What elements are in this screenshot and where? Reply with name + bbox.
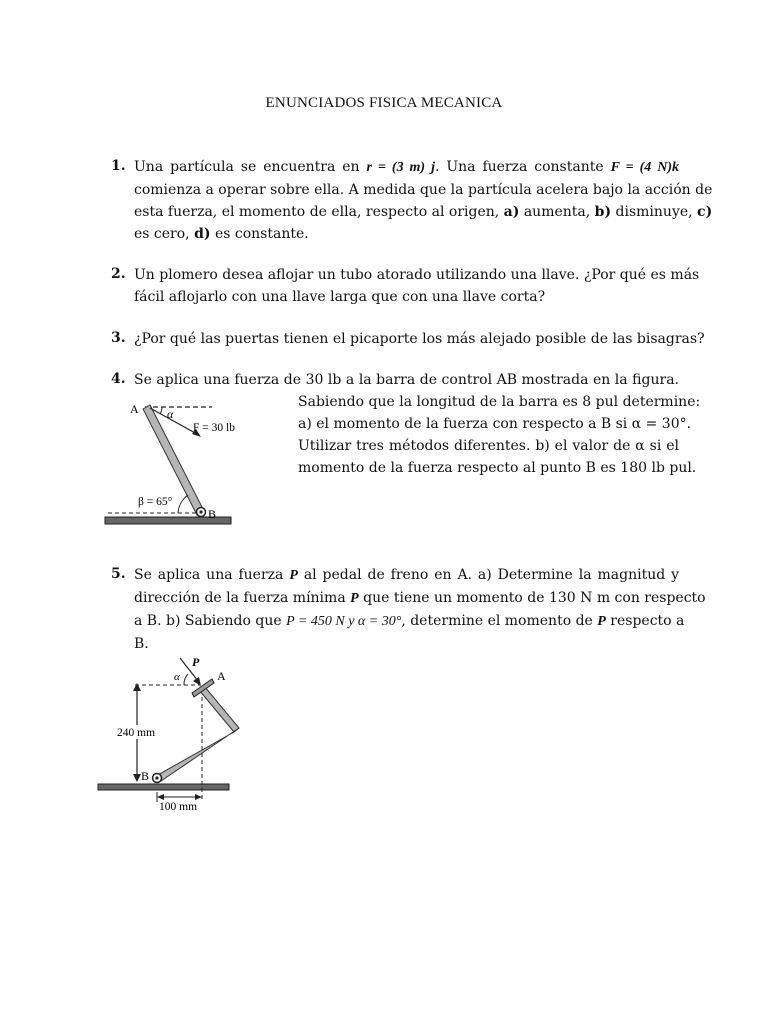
q5-line-3-part-a: a B. b) Sabiendo que: [134, 613, 282, 629]
q4-line-3: a) el momento de la fuerza con respecto a B si α = 30°.: [298, 416, 692, 432]
q5-line-1-part-a: Se aplica una fuerza: [134, 567, 284, 583]
q4-label-b: B: [208, 507, 217, 521]
q1-line-1-part-b: . Una fuerza constante: [434, 159, 604, 175]
q4-label-force: F = 30 lb: [193, 422, 235, 434]
q1-position-vector: r = (3 m) j: [366, 160, 435, 175]
q1-option-a-text: aumenta,: [523, 204, 591, 220]
q5-dim-240-arrow-bottom: [133, 774, 141, 782]
q2-line-1: Un plomero desea aflojar un tubo atorado utilizando una llave. ¿Por qué es más: [134, 267, 700, 283]
q2-line-2: fácil aflojarlo con una llave larga que con una llave corta?: [134, 289, 546, 305]
q4-label-beta: β = 65°: [138, 496, 173, 508]
q5-force-p-1: P: [289, 568, 298, 583]
q5-line-2-part-b: que tiene un momento de 130 N m con respecto: [363, 590, 706, 606]
q5-force-p-3: P: [597, 614, 606, 629]
q1-option-c: c): [697, 204, 713, 220]
q1-option-b-text: disminuye,: [615, 204, 693, 220]
q1-number: 1.: [111, 158, 126, 174]
q5-line-2-part-a: dirección de la fuerza mínima: [134, 590, 346, 606]
q5-pedal-upper-arm: [199, 687, 239, 732]
q4-line-1: Se aplica una fuerza de 30 lb a la barra de control AB mostrada en la figura.: [134, 372, 679, 388]
q4-line-2: Sabiendo que la longitud de la barra es 8 pul determine:: [298, 394, 701, 410]
q4-line-4: Utilizar tres métodos diferentes. b) el valor de α si el: [298, 438, 679, 454]
q5-line-1-part-b: al pedal de freno en A. a) Determine la magnitud y: [303, 567, 680, 583]
q5-label-a: A: [217, 669, 226, 683]
q5-line-4: B.: [134, 636, 149, 652]
q5-number: 5.: [111, 566, 126, 582]
q4-number: 4.: [111, 371, 126, 387]
q4-beta-arc: [178, 495, 188, 513]
q5-dim-100-arrow-left: [157, 794, 164, 800]
q1-line-1-part-a: Una partícula se encuentra en: [134, 159, 360, 175]
q5-label-alpha: α: [174, 671, 180, 683]
q5-line-3: [134, 610, 685, 633]
q1-option-b: b): [594, 204, 612, 220]
q3-number: 3.: [111, 330, 126, 346]
q5-pin-b-center: [155, 776, 158, 779]
q1-option-d-text: es constante.: [214, 226, 309, 242]
q4-text: [298, 391, 701, 479]
q5-alpha-arc: [184, 674, 188, 685]
q5-given-values: P = 450 N y α = 30°: [286, 614, 402, 629]
q5-line-3-part-b: , determine el momento de: [401, 613, 593, 629]
q5-figure: [95, 652, 245, 817]
q5-line-3-part-c: respecto a: [610, 613, 685, 629]
q1-line-3-part-a: esta fuerza, el momento de ella, respecto al origen,: [134, 204, 500, 220]
q1-option-d: d): [194, 226, 211, 242]
q5-text: [134, 564, 706, 655]
q4-label-alpha: α: [167, 407, 174, 421]
q3-text: [134, 328, 705, 350]
q4-line-5: momento de la fuerza respecto al punto B es 180 lb pul.: [298, 460, 697, 476]
q5-pedal-lower-arm: [156, 728, 239, 781]
q2-text: [134, 264, 700, 308]
q1-line-1: [134, 156, 679, 179]
q5-label-b: B: [141, 769, 150, 783]
q5-line-2: [134, 587, 706, 610]
q5-dim-100-arrow-right: [195, 794, 202, 800]
q5-label-100: 100 mm: [159, 801, 198, 813]
q3-line-1: ¿Por qué las puertas tienen el picaporte los más alejado posible de las bisagras?: [134, 331, 705, 347]
q5-line-1: [134, 564, 679, 587]
q2-number: 2.: [111, 266, 126, 282]
q5-label-p: P: [192, 655, 200, 669]
q1-force-vector: F = (4 N)k: [610, 160, 680, 175]
q4-pin-b-center: [199, 510, 202, 513]
q1-line-3: [134, 201, 713, 223]
q5-force-p-2: P: [350, 591, 359, 606]
q1-text: [134, 156, 713, 245]
q1-option-c-text: es cero,: [134, 226, 190, 242]
q4-label-a: A: [130, 402, 139, 416]
q4-alpha-arc: [160, 407, 162, 414]
q4-figure: [100, 396, 240, 531]
q5-dim-240-arrow-top: [133, 683, 141, 691]
document-title: ENUNCIADOS FISICA MECANICA: [265, 95, 503, 111]
q5-label-240: 240 mm: [117, 727, 156, 739]
q1-line-4: [134, 223, 679, 245]
q4-line-1-block: [134, 369, 679, 391]
q1-line-2: comienza a operar sobre ella. A medida que la partícula acelera bajo la acción de: [134, 182, 713, 198]
q5-ground: [98, 784, 229, 790]
q1-option-a: a): [503, 204, 520, 220]
